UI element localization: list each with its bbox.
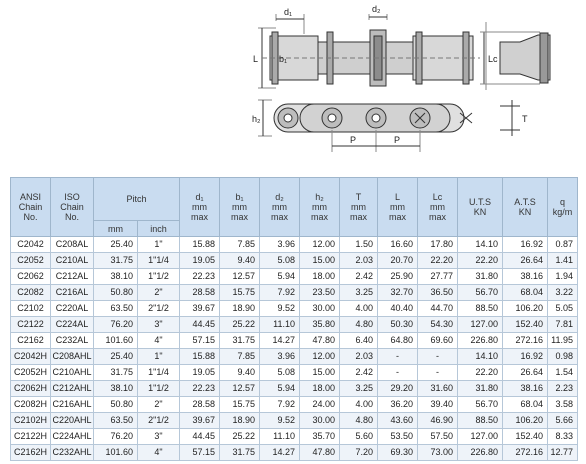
header-d2: d₂ mm max — [260, 178, 300, 237]
cell-iso: C232AHL — [51, 445, 94, 461]
label-h2: h₂ — [252, 114, 261, 124]
cell-uts: 226.80 — [458, 333, 503, 349]
cell-h2: 35.80 — [300, 317, 340, 333]
cell-b1: 18.90 — [220, 413, 260, 429]
table-row — [11, 445, 578, 461]
cell-d2: 14.27 — [260, 333, 300, 349]
cell-q: 0.87 — [548, 237, 578, 253]
cell-pitch-mm: 25.40 — [94, 237, 138, 253]
cell-uts: 31.80 — [458, 269, 503, 285]
cell-h2: 30.00 — [300, 413, 340, 429]
cell-pitch-inch: 1" — [138, 237, 180, 253]
cell-ansi: C2042 — [11, 237, 51, 253]
cell-d1: 22.23 — [180, 269, 220, 285]
cell-h2: 15.00 — [300, 365, 340, 381]
cell-t: 4.80 — [340, 413, 378, 429]
cell-t: 4.00 — [340, 301, 378, 317]
cell-h2: 23.50 — [300, 285, 340, 301]
table-row — [11, 381, 578, 397]
chain-top-view — [258, 14, 550, 90]
header-h2: h₂ mm max — [300, 178, 340, 237]
table-row — [11, 317, 578, 333]
header-pitch-inch: inch — [138, 221, 180, 237]
cell-ansi: C2122H — [11, 429, 51, 445]
cell-iso: C220AL — [51, 301, 94, 317]
cell-l: 32.70 — [378, 285, 418, 301]
cell-ansi: C2102H — [11, 413, 51, 429]
cell-d1: 19.05 — [180, 253, 220, 269]
cell-h2: 24.00 — [300, 397, 340, 413]
table-row — [11, 397, 578, 413]
cell-uts: 88.50 — [458, 413, 503, 429]
cell-d1: 44.45 — [180, 429, 220, 445]
cell-q: 2.23 — [548, 381, 578, 397]
cell-b1: 12.57 — [220, 381, 260, 397]
cell-ats: 106.20 — [503, 301, 548, 317]
cell-iso: C224AHL — [51, 429, 94, 445]
header-d1: d₁ mm max — [180, 178, 220, 237]
cell-pitch-inch: 2" — [138, 285, 180, 301]
cell-ats: 16.92 — [503, 237, 548, 253]
cell-ats: 26.64 — [503, 365, 548, 381]
cell-iso: C220AHL — [51, 413, 94, 429]
cell-iso: C212AL — [51, 269, 94, 285]
cell-d2: 9.52 — [260, 413, 300, 429]
cell-q: 1.54 — [548, 365, 578, 381]
table-row — [11, 429, 578, 445]
header-iso: ISO Chain No. — [51, 178, 94, 237]
table-row — [11, 413, 578, 429]
cell-q: 8.33 — [548, 429, 578, 445]
cell-b1: 7.85 — [220, 349, 260, 365]
cell-ats: 272.16 — [503, 333, 548, 349]
cell-ats: 272.16 — [503, 445, 548, 461]
cell-l: 53.50 — [378, 429, 418, 445]
cell-lc: 54.30 — [418, 317, 458, 333]
cell-t: 6.40 — [340, 333, 378, 349]
cell-ansi: C2162 — [11, 333, 51, 349]
cell-t: 5.60 — [340, 429, 378, 445]
cell-h2: 18.00 — [300, 381, 340, 397]
cell-iso: C208AL — [51, 237, 94, 253]
cell-d2: 5.94 — [260, 381, 300, 397]
label-d1: d₁ — [284, 7, 293, 17]
cell-ansi: C2062 — [11, 269, 51, 285]
cell-pitch-mm: 76.20 — [94, 429, 138, 445]
cell-lc: 57.50 — [418, 429, 458, 445]
cell-q: 0.98 — [548, 349, 578, 365]
cell-lc: 46.90 — [418, 413, 458, 429]
cell-uts: 127.00 — [458, 317, 503, 333]
cell-pitch-mm: 63.50 — [94, 301, 138, 317]
cell-d1: 57.15 — [180, 333, 220, 349]
cell-q: 1.41 — [548, 253, 578, 269]
cell-pitch-mm: 101.60 — [94, 445, 138, 461]
cell-iso: C232AL — [51, 333, 94, 349]
cell-h2: 47.80 — [300, 445, 340, 461]
cell-pitch-inch: 3" — [138, 429, 180, 445]
cell-iso: C210AHL — [51, 365, 94, 381]
cell-d2: 11.10 — [260, 317, 300, 333]
cell-d1: 39.67 — [180, 413, 220, 429]
cell-h2: 12.00 — [300, 349, 340, 365]
cell-iso: C208AHL — [51, 349, 94, 365]
cell-uts: 22.20 — [458, 253, 503, 269]
cell-l: - — [378, 365, 418, 381]
cell-b1: 15.75 — [220, 285, 260, 301]
cell-ats: 152.40 — [503, 317, 548, 333]
cell-lc: - — [418, 349, 458, 365]
cell-pitch-inch: 3" — [138, 317, 180, 333]
cell-h2: 15.00 — [300, 253, 340, 269]
cell-b1: 31.75 — [220, 333, 260, 349]
cell-d2: 5.94 — [260, 269, 300, 285]
cell-h2: 30.00 — [300, 301, 340, 317]
cell-d2: 7.92 — [260, 397, 300, 413]
cell-d2: 14.27 — [260, 445, 300, 461]
cell-d2: 5.08 — [260, 253, 300, 269]
cell-pitch-inch: 4" — [138, 333, 180, 349]
cell-ansi: C2082H — [11, 397, 51, 413]
header-l: L mm max — [378, 178, 418, 237]
header-q: q kg/m — [548, 178, 578, 237]
label-P2: P — [394, 135, 401, 145]
cell-lc: 73.00 — [418, 445, 458, 461]
cell-h2: 47.80 — [300, 333, 340, 349]
cell-t: 3.25 — [340, 285, 378, 301]
cell-b1: 9.40 — [220, 365, 260, 381]
header-uts: U.T.S KN — [458, 178, 503, 237]
cell-pitch-mm: 31.75 — [94, 365, 138, 381]
cell-h2: 12.00 — [300, 237, 340, 253]
cell-t: 7.20 — [340, 445, 378, 461]
cell-iso: C216AL — [51, 285, 94, 301]
cell-d1: 22.23 — [180, 381, 220, 397]
cell-ats: 68.04 — [503, 397, 548, 413]
cell-b1: 7.85 — [220, 237, 260, 253]
cell-uts: 127.00 — [458, 429, 503, 445]
cell-uts: 226.80 — [458, 445, 503, 461]
cell-ansi: C2042H — [11, 349, 51, 365]
cell-ats: 38.16 — [503, 269, 548, 285]
chain-side-view — [258, 100, 520, 152]
cell-ats: 68.04 — [503, 285, 548, 301]
cell-pitch-inch: 4" — [138, 445, 180, 461]
cell-ats: 16.92 — [503, 349, 548, 365]
cell-ansi: C2052H — [11, 365, 51, 381]
cell-uts: 56.70 — [458, 397, 503, 413]
cell-pitch-mm: 31.75 — [94, 253, 138, 269]
table-row — [11, 301, 578, 317]
cell-pitch-mm: 50.80 — [94, 397, 138, 413]
cell-d2: 7.92 — [260, 285, 300, 301]
table-row — [11, 269, 578, 285]
cell-pitch-mm: 38.10 — [94, 269, 138, 285]
cell-b1: 9.40 — [220, 253, 260, 269]
cell-pitch-mm: 38.10 — [94, 381, 138, 397]
cell-uts: 14.10 — [458, 349, 503, 365]
cell-d2: 3.96 — [260, 237, 300, 253]
cell-uts: 31.80 — [458, 381, 503, 397]
chain-spec-table — [10, 177, 578, 461]
cell-uts: 14.10 — [458, 237, 503, 253]
cell-uts: 88.50 — [458, 301, 503, 317]
cell-h2: 35.70 — [300, 429, 340, 445]
cell-lc: 27.77 — [418, 269, 458, 285]
cell-t: 2.42 — [340, 365, 378, 381]
header-ats: A.T.S KN — [503, 178, 548, 237]
cell-lc: 17.80 — [418, 237, 458, 253]
cell-t: 2.03 — [340, 253, 378, 269]
table-row — [11, 349, 578, 365]
cell-q: 12.77 — [548, 445, 578, 461]
cell-ansi: C2162H — [11, 445, 51, 461]
cell-l: 29.20 — [378, 381, 418, 397]
cell-pitch-inch: 1"1/2 — [138, 381, 180, 397]
cell-ats: 152.40 — [503, 429, 548, 445]
cell-q: 1.94 — [548, 269, 578, 285]
cell-t: 2.03 — [340, 349, 378, 365]
label-b1: b₁ — [279, 54, 288, 64]
cell-pitch-inch: 1"1/2 — [138, 269, 180, 285]
cell-b1: 18.90 — [220, 301, 260, 317]
cell-d1: 15.88 — [180, 237, 220, 253]
cell-ats: 38.16 — [503, 381, 548, 397]
cell-d1: 28.58 — [180, 285, 220, 301]
cell-pitch-inch: 1"1/4 — [138, 253, 180, 269]
cell-l: 25.90 — [378, 269, 418, 285]
cell-ansi: C2052 — [11, 253, 51, 269]
label-L: L — [253, 54, 259, 64]
cell-d1: 57.15 — [180, 445, 220, 461]
table-row — [11, 365, 578, 381]
cell-lc: 69.60 — [418, 333, 458, 349]
header-t: T mm max — [340, 178, 378, 237]
label-Lc: Lc — [488, 54, 498, 64]
header-pitch: Pitch — [94, 178, 180, 221]
cell-pitch-mm: 63.50 — [94, 413, 138, 429]
cell-pitch-mm: 101.60 — [94, 333, 138, 349]
cell-t: 1.50 — [340, 237, 378, 253]
cell-h2: 18.00 — [300, 269, 340, 285]
cell-d1: 39.67 — [180, 301, 220, 317]
cell-d1: 19.05 — [180, 365, 220, 381]
cell-pitch-mm: 50.80 — [94, 285, 138, 301]
chain-technical-drawing — [0, 0, 586, 170]
cell-d1: 15.88 — [180, 349, 220, 365]
cell-b1: 25.22 — [220, 429, 260, 445]
label-T: T — [522, 114, 528, 124]
cell-uts: 56.70 — [458, 285, 503, 301]
cell-l: 69.30 — [378, 445, 418, 461]
cell-lc: 44.70 — [418, 301, 458, 317]
table-row — [11, 333, 578, 349]
cell-b1: 12.57 — [220, 269, 260, 285]
cell-l: 64.80 — [378, 333, 418, 349]
cell-ansi: C2102 — [11, 301, 51, 317]
cell-l: 40.40 — [378, 301, 418, 317]
cell-l: 36.20 — [378, 397, 418, 413]
cell-ansi: C2062H — [11, 381, 51, 397]
cell-d2: 3.96 — [260, 349, 300, 365]
cell-q: 5.66 — [548, 413, 578, 429]
cell-iso: C212AHL — [51, 381, 94, 397]
cell-lc: 22.20 — [418, 253, 458, 269]
header-pitch-mm: mm — [94, 221, 138, 237]
cell-lc: 39.40 — [418, 397, 458, 413]
cell-ats: 26.64 — [503, 253, 548, 269]
cell-t: 2.42 — [340, 269, 378, 285]
header-ansi: ANSI Chain No. — [11, 178, 51, 237]
cell-d1: 28.58 — [180, 397, 220, 413]
cell-uts: 22.20 — [458, 365, 503, 381]
cell-iso: C216AHL — [51, 397, 94, 413]
cell-t: 4.00 — [340, 397, 378, 413]
cell-pitch-inch: 1"1/4 — [138, 365, 180, 381]
header-b1: b₁ mm max — [220, 178, 260, 237]
cell-b1: 25.22 — [220, 317, 260, 333]
label-P1: P — [350, 135, 357, 145]
cell-iso: C210AL — [51, 253, 94, 269]
cell-t: 4.80 — [340, 317, 378, 333]
cell-q: 11.95 — [548, 333, 578, 349]
cell-pitch-mm: 76.20 — [94, 317, 138, 333]
cell-d2: 5.08 — [260, 365, 300, 381]
cell-pitch-mm: 25.40 — [94, 349, 138, 365]
cell-lc: 36.50 — [418, 285, 458, 301]
cell-pitch-inch: 1" — [138, 349, 180, 365]
cell-d2: 11.10 — [260, 429, 300, 445]
label-d2: d₂ — [372, 4, 381, 14]
cell-ansi: C2122 — [11, 317, 51, 333]
cell-d1: 44.45 — [180, 317, 220, 333]
cell-lc: 31.60 — [418, 381, 458, 397]
cell-q: 7.81 — [548, 317, 578, 333]
cell-ansi: C2082 — [11, 285, 51, 301]
cell-b1: 31.75 — [220, 445, 260, 461]
cell-iso: C224AL — [51, 317, 94, 333]
header-lc: Lc mm max — [418, 178, 458, 237]
cell-l: - — [378, 349, 418, 365]
cell-q: 3.58 — [548, 397, 578, 413]
cell-ats: 106.20 — [503, 413, 548, 429]
table-row — [11, 285, 578, 301]
table-row — [11, 253, 578, 269]
cell-d2: 9.52 — [260, 301, 300, 317]
table-row — [11, 237, 578, 253]
cell-pitch-inch: 2"1/2 — [138, 301, 180, 317]
cell-t: 3.25 — [340, 381, 378, 397]
cell-l: 20.70 — [378, 253, 418, 269]
cell-pitch-inch: 2" — [138, 397, 180, 413]
cell-q: 5.05 — [548, 301, 578, 317]
cell-l: 16.60 — [378, 237, 418, 253]
cell-q: 3.22 — [548, 285, 578, 301]
cell-pitch-inch: 2"1/2 — [138, 413, 180, 429]
cell-l: 43.60 — [378, 413, 418, 429]
table-body — [11, 237, 578, 461]
cell-b1: 15.75 — [220, 397, 260, 413]
cell-l: 50.30 — [378, 317, 418, 333]
cell-lc: - — [418, 365, 458, 381]
